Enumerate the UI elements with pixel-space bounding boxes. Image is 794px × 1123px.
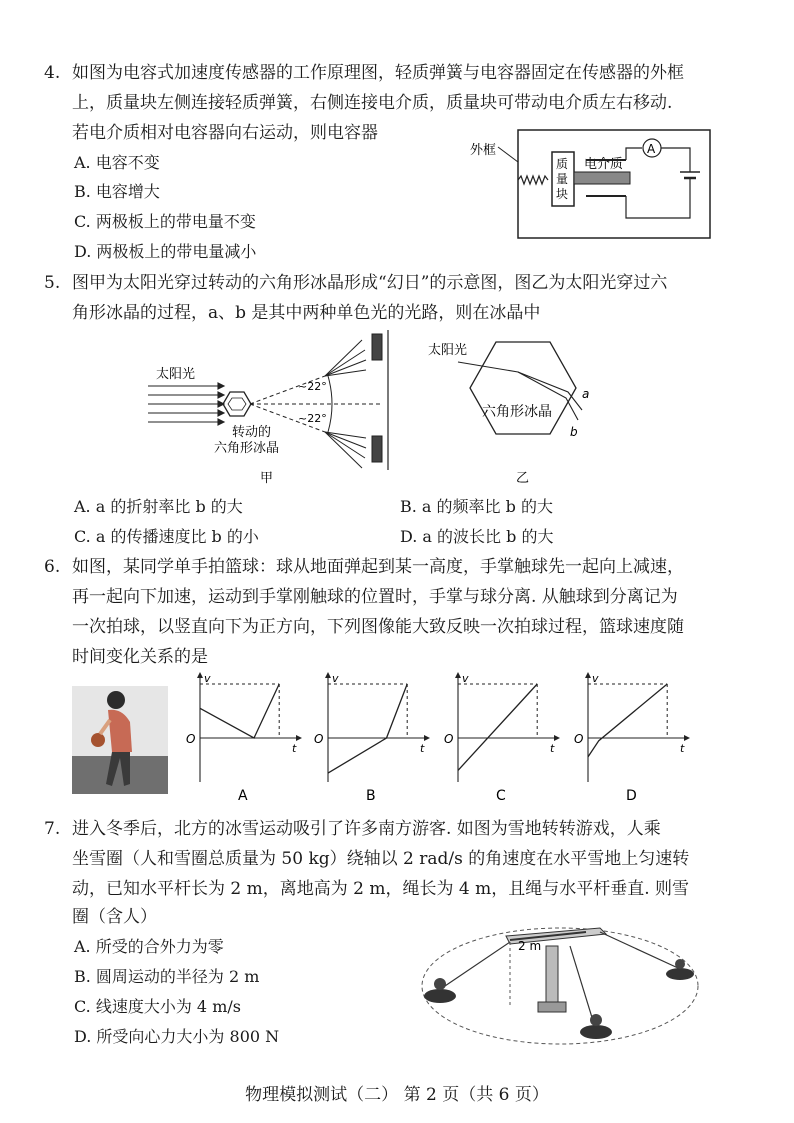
graph-curve xyxy=(200,684,279,738)
graph-curve xyxy=(588,684,667,757)
graph-v-label: v xyxy=(332,672,339,685)
q6-stem-line-3: 一次拍球，以竖直向下为正方向，下列图像能大致反映一次拍球过程，篮球速度随 xyxy=(72,617,684,637)
q7-stem-line-2: 坐雪圈（人和雪圈总质量为 50 kg）绕轴以 2 rad/s 的角速度在水平雪地上匀速转 xyxy=(72,849,690,869)
q7-stem-line-1: 进入冬季后，北方的冰雪运动吸引了许多南方游客. 如图为雪地转转游戏，人乘 xyxy=(72,819,661,839)
q5-figure-left xyxy=(140,330,410,490)
q7-option-a: A. 所受的合外力为零 xyxy=(74,937,224,956)
graph-origin-label: O xyxy=(314,732,324,746)
q6-player-photo xyxy=(72,686,168,794)
q5-angle-top: ~22° xyxy=(298,380,327,393)
q6-stem-line-4: 时间变化关系的是 xyxy=(72,647,208,667)
q5-option-a: A. a 的折射率比 b 的大 xyxy=(74,497,243,516)
q4-meter-label: A xyxy=(647,142,656,156)
graph-curve xyxy=(458,684,537,770)
q4-option-c: C. 两极板上的带电量不变 xyxy=(74,212,256,231)
q5-stem-line-1: 图甲为太阳光穿过转动的六角形冰晶形成“幻日”的示意图，图乙为太阳光穿过六 xyxy=(72,273,668,293)
page-footer: 物理模拟测试（二） 第 2 页（共 6 页） xyxy=(245,1085,549,1105)
q7-option-c: C. 线速度大小为 4 m/s xyxy=(74,997,241,1016)
q4-stem-line-3: 若电介质相对电容器向右运动，则电容器 xyxy=(72,123,378,143)
graph-caption: D xyxy=(626,788,637,804)
q5-crystal-label-2: 六角形冰晶 xyxy=(214,441,280,456)
q5-ray-a: a xyxy=(582,387,590,401)
q5-crystal-label-1: 转动的 xyxy=(232,425,272,440)
graph-v-label: v xyxy=(462,672,469,685)
q4-stem-line-2: 上，质量块左侧连接轻质弹簧，右侧连接电介质，质量块可带动电介质左右移动. xyxy=(72,93,673,113)
q4-option-a: A. 电容不变 xyxy=(74,153,160,172)
q6-stem-line-1: 如图，某同学单手拍篮球：球从地面弹起到某一高度，手掌触球先一起向上减速， xyxy=(72,557,684,577)
graph-t-arrow xyxy=(424,735,430,741)
graph-t-label: t xyxy=(420,742,425,755)
q5-number: 5. xyxy=(44,273,61,293)
q7-stem-line-4: 圈（含人） xyxy=(72,907,157,927)
graph-v-label: v xyxy=(592,672,599,685)
graph-origin-label: O xyxy=(444,732,454,746)
graph-v-arrow xyxy=(197,672,203,678)
q5-angle-bottom: ~22° xyxy=(298,412,327,425)
q4-mass-label-3: 块 xyxy=(556,187,569,201)
graph-curve xyxy=(328,684,407,773)
q5-option-b: B. a 的频率比 b 的大 xyxy=(400,497,553,516)
q7-rod-label: 2 m xyxy=(518,939,542,953)
q5-option-c: C. a 的传播速度比 b 的小 xyxy=(74,527,259,546)
q7-snow-ride-figure xyxy=(410,906,710,1056)
q6-vt-graphs xyxy=(180,672,700,812)
q5-ray-b: b xyxy=(570,425,578,439)
q4-sensor-figure xyxy=(468,122,718,244)
q7-option-b: B. 圆周运动的半径为 2 m xyxy=(74,967,260,986)
q4-stem-line-1: 如图为电容式加速度传感器的工作原理图，轻质弹簧与电容器固定在传感器的外框 xyxy=(72,63,684,83)
q4-mass-label-1: 质 xyxy=(556,157,569,171)
graph-t-arrow xyxy=(554,735,560,741)
graph-v-arrow xyxy=(455,672,461,678)
graph-v-arrow xyxy=(325,672,331,678)
q5-right-crystal-label: 六角形冰晶 xyxy=(482,404,552,420)
q5-option-d: D. a 的波长比 b 的大 xyxy=(400,527,554,546)
q7-stem-line-3: 动，已知水平杆长为 2 m，离地高为 2 m，绳长为 4 m，且绳与水平杆垂直. 则雪 xyxy=(72,879,690,899)
graph-caption: B xyxy=(366,788,376,804)
q7-number: 7. xyxy=(44,819,61,839)
graph-v-label: v xyxy=(204,672,211,685)
graph-t-arrow xyxy=(684,735,690,741)
q4-option-b: B. 电容增大 xyxy=(74,182,160,201)
q5-left-sun-label: 太阳光 xyxy=(156,367,196,382)
q4-frame-label: 外框 xyxy=(470,143,497,158)
q5-caption-left: 甲 xyxy=(260,471,274,486)
q5-stem-line-2: 角形冰晶的过程，a、b 是其中两种单色光的光路，则在冰晶中 xyxy=(72,303,541,323)
q5-right-sun-label: 太阳光 xyxy=(428,343,468,358)
graph-origin-label: O xyxy=(574,732,584,746)
q4-mass-label-2: 量 xyxy=(556,172,569,186)
q7-option-d: D. 所受向心力大小为 800 N xyxy=(74,1027,280,1046)
graph-caption: C xyxy=(496,788,506,804)
q4-dielectric-label: 电介质 xyxy=(584,157,624,172)
q6-number: 6. xyxy=(44,557,61,577)
graph-t-label: t xyxy=(680,742,685,755)
q5-figure-right xyxy=(420,336,620,490)
graph-v-arrow xyxy=(585,672,591,678)
graph-t-arrow xyxy=(296,735,302,741)
q4-number: 4. xyxy=(44,63,61,83)
graph-caption: A xyxy=(238,788,248,804)
graph-t-label: t xyxy=(550,742,555,755)
graph-t-label: t xyxy=(292,742,297,755)
q4-option-d: D. 两极板上的带电量减小 xyxy=(74,242,257,261)
graph-origin-label: O xyxy=(186,732,196,746)
q5-caption-right: 乙 xyxy=(516,471,530,486)
q6-stem-line-2: 再一起向下加速，运动到手掌刚触球的位置时，手掌与球分离. 从触球到分离记为 xyxy=(72,587,678,607)
